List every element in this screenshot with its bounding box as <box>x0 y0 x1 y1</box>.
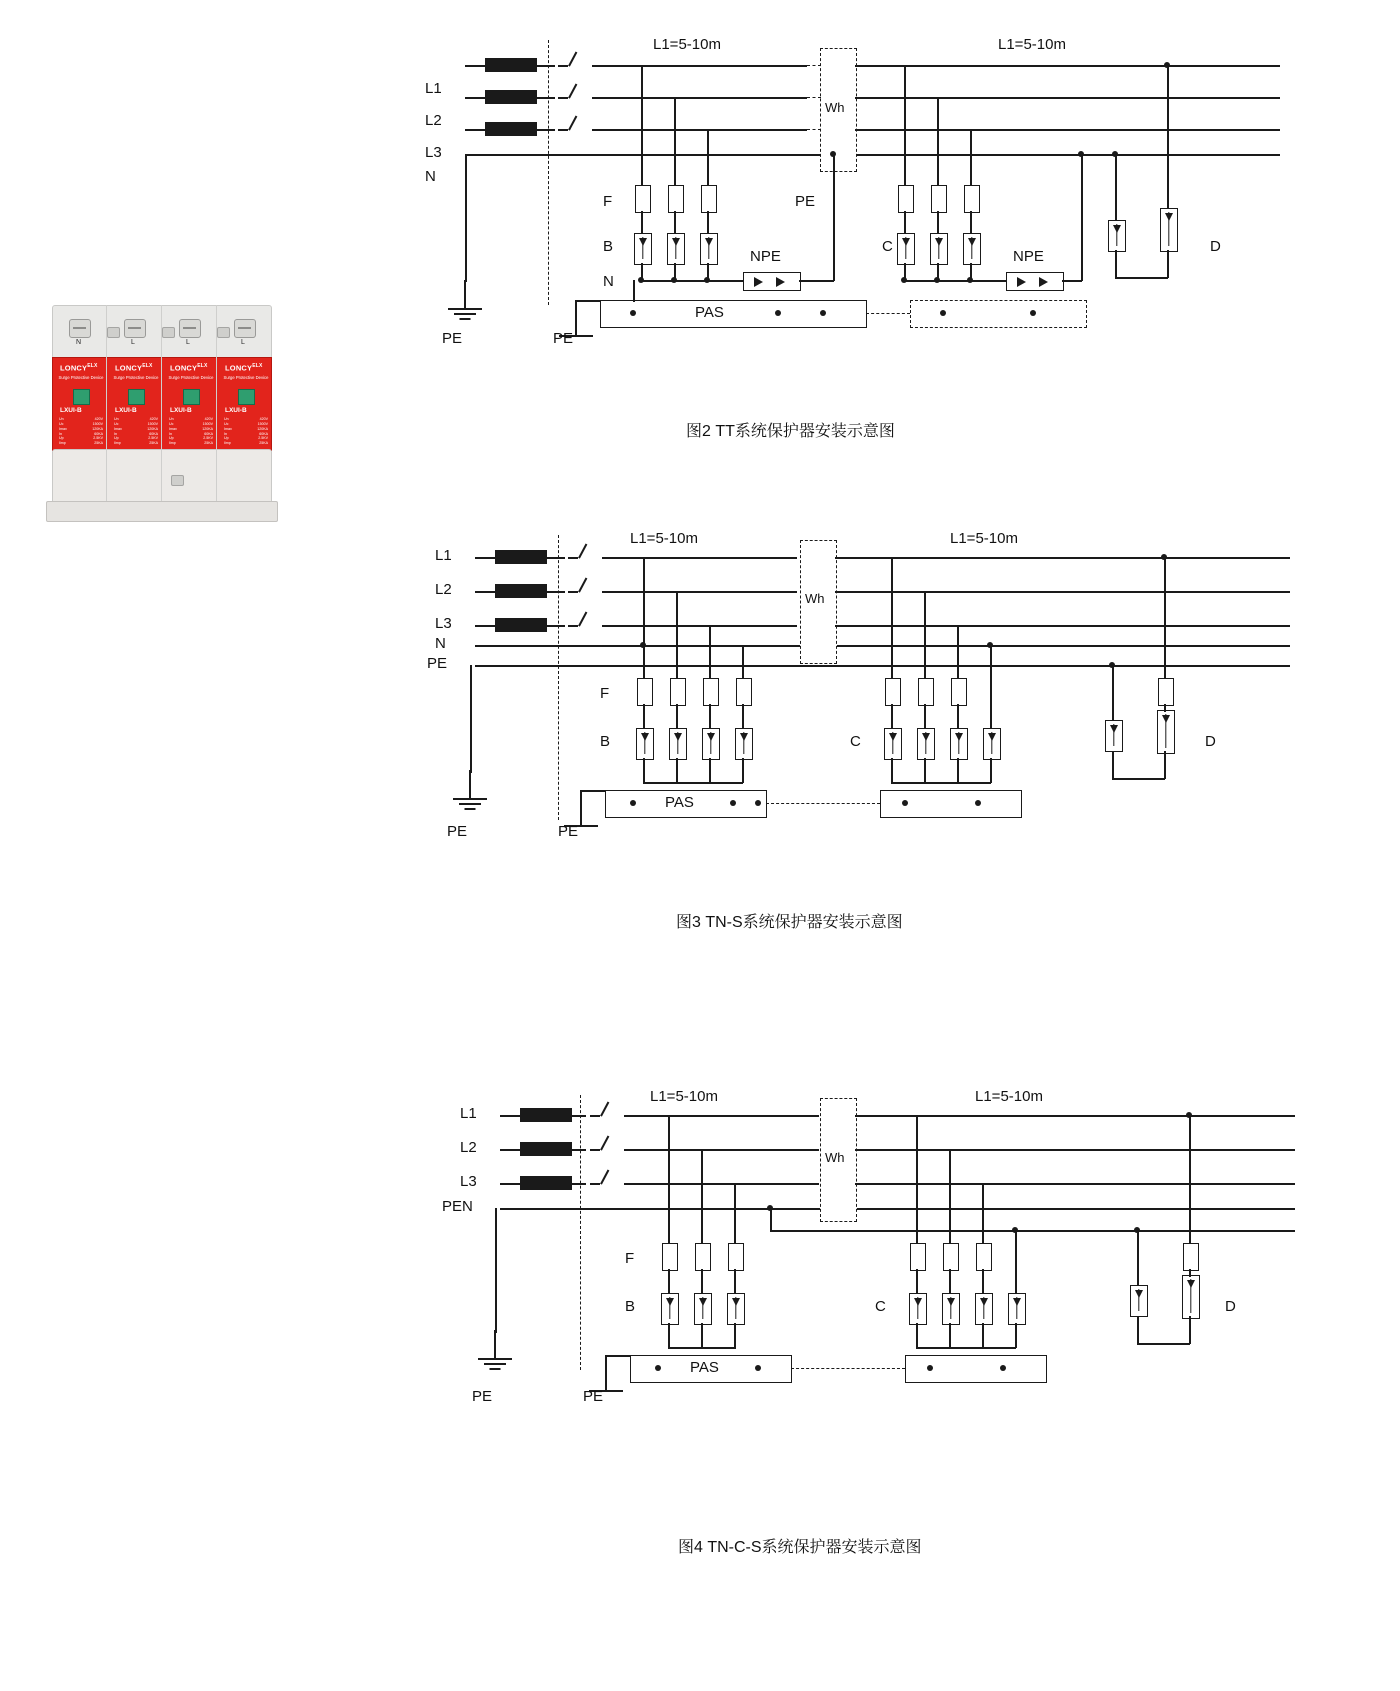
pas-label: PAS <box>690 1359 719 1376</box>
spd-module <box>735 728 753 760</box>
device-subtitle: Surge Protective Device <box>113 375 159 380</box>
spd-module <box>727 1293 745 1325</box>
pas-label: PAS <box>665 794 694 811</box>
mounting-hole <box>171 475 184 486</box>
model-text: LXUI-B <box>170 407 192 414</box>
figure-caption-tt: 图2 TT系统保护器安装示意图 <box>686 423 895 440</box>
figure-caption-tncs: 图4 TN-C-S系统保护器安装示意图 <box>678 1539 922 1556</box>
fuse <box>736 678 752 706</box>
mounting-hole <box>107 327 120 338</box>
spd-module <box>884 728 902 760</box>
spd-module <box>963 233 981 265</box>
brand-logo: $LONCY^{ELX}$ <box>225 363 263 373</box>
npe-spark-gap <box>743 272 801 291</box>
fuse <box>662 1243 678 1271</box>
figure-tt-diagram <box>420 30 1280 370</box>
fuse <box>931 185 947 213</box>
fuse <box>703 678 719 706</box>
model-text: LXUI-B <box>115 407 137 414</box>
span-label-left: L1=5-10m <box>653 36 721 53</box>
source-block <box>495 584 547 598</box>
figure-tns-diagram <box>427 530 1290 875</box>
spd-module <box>1160 208 1178 252</box>
source-block <box>495 550 547 564</box>
fuse <box>964 185 980 213</box>
spd-module <box>975 1293 993 1325</box>
spd-module <box>661 1293 679 1325</box>
terminal-label-l: L <box>186 339 190 346</box>
ground-symbol <box>445 280 485 310</box>
fuse <box>728 1243 744 1271</box>
spd-module <box>702 728 720 760</box>
phase-label-l3: L3 <box>460 1173 477 1190</box>
source-block <box>520 1176 572 1190</box>
device-subtitle: Surge Protective Device <box>58 375 104 380</box>
fuse <box>1183 1243 1199 1271</box>
npe-label: NPE <box>750 248 781 265</box>
span-label-left: L1=5-10m <box>630 530 698 547</box>
spd-module <box>669 728 687 760</box>
spec-table: Un 420V Uc 1500V Imax 120KA In 60KA Up 2.5KV Iimp 25KA <box>114 417 158 446</box>
terminal-screw <box>124 319 146 338</box>
terminal-label-l: L <box>131 339 135 346</box>
spd-device <box>46 305 276 520</box>
spd-module <box>694 1293 712 1325</box>
spd-module <box>667 233 685 265</box>
product-photo <box>46 305 276 520</box>
terminal-screw <box>69 319 91 338</box>
ground-label-pe: PE <box>447 823 468 840</box>
panel-boundary-dashed <box>580 1095 581 1370</box>
fuse <box>701 185 717 213</box>
phase-label-l2: L2 <box>435 581 452 598</box>
phase-label-n: N <box>435 635 446 652</box>
stage-label-d: D <box>1205 733 1216 750</box>
ground-label-pe: PE <box>583 1388 604 1405</box>
equipotential-bar <box>600 300 867 328</box>
source-block <box>485 90 537 104</box>
stage-label-f: F <box>603 193 613 210</box>
phase-label-l1: L1 <box>435 547 452 564</box>
spd-module <box>1008 1293 1026 1325</box>
stage-label-f: F <box>625 1250 635 1267</box>
fuse <box>951 678 967 706</box>
npe-spark-gap <box>1006 272 1064 291</box>
terminal-label-n: N <box>76 339 82 346</box>
pe-label: PE <box>795 193 816 210</box>
spd-module <box>1105 720 1123 752</box>
fuse <box>635 185 651 213</box>
span-label-left: L1=5-10m <box>650 1088 718 1105</box>
source-block <box>520 1142 572 1156</box>
phase-label-l1: L1 <box>460 1105 477 1122</box>
fuse <box>918 678 934 706</box>
ground-label-pe: PE <box>442 330 463 347</box>
spd-module <box>700 233 718 265</box>
ground-label-pe: PE <box>472 1388 493 1405</box>
spd-module <box>1157 710 1175 754</box>
spd-module <box>917 728 935 760</box>
spd-module <box>897 233 915 265</box>
ground-label-pe: PE <box>553 330 574 347</box>
figure-tncs-diagram <box>442 1088 1310 1430</box>
device-subtitle: Surge Protective Device <box>168 375 214 380</box>
terminal-screw <box>179 319 201 338</box>
fuse <box>910 1243 926 1271</box>
pas-label: PAS <box>695 304 724 321</box>
spec-table: Un 420V Uc 1500V Imax 120KA In 60KA Up 2.5KV Iimp 25KA <box>169 417 213 446</box>
spd-module <box>1182 1275 1200 1319</box>
spd-module <box>636 728 654 760</box>
spd-module <box>942 1293 960 1325</box>
model-text: LXUI-B <box>60 407 82 414</box>
spd-module <box>983 728 1001 760</box>
fuse <box>885 678 901 706</box>
phase-label-pen: PEN <box>442 1198 473 1215</box>
equipotential-bar <box>910 300 1087 328</box>
phase-label-l1: L1 <box>425 80 442 97</box>
stage-label-d: D <box>1225 1298 1236 1315</box>
stage-label-b: B <box>603 238 614 255</box>
phase-label-l3: L3 <box>425 144 442 161</box>
stage-label-d: D <box>1210 238 1221 255</box>
fuse <box>668 185 684 213</box>
mounting-hole <box>162 327 175 338</box>
span-label-right: L1=5-10m <box>998 36 1066 53</box>
status-window <box>238 389 255 405</box>
stage-label-b: B <box>625 1298 636 1315</box>
fuse <box>898 185 914 213</box>
span-label-right: L1=5-10m <box>950 530 1018 547</box>
fuse <box>670 678 686 706</box>
figure-caption-tns: 图3 TN-S系统保护器安装示意图 <box>676 914 903 931</box>
source-block <box>520 1108 572 1122</box>
stage-label-n: N <box>603 273 614 290</box>
phase-label-l2: L2 <box>460 1139 477 1156</box>
status-window <box>73 389 90 405</box>
span-label-right: L1=5-10m <box>975 1088 1043 1105</box>
terminal-screw <box>234 319 256 338</box>
meter-label: Wh <box>825 100 845 115</box>
brand-logo: $LONCY^{ELX}$ <box>170 363 208 373</box>
stage-label-c: C <box>875 1298 886 1315</box>
device-subtitle: Surge Protective Device <box>223 375 269 380</box>
stage-label-c: C <box>850 733 861 750</box>
ground-label-pe: PE <box>558 823 579 840</box>
phase-label-pe: PE <box>427 655 448 672</box>
phase-label-l2: L2 <box>425 112 442 129</box>
spec-table: Un 420V Uc 1500V Imax 120KA In 60KA Up 2.5KV Iimp 25KA <box>59 417 103 446</box>
npe-label: NPE <box>1013 248 1044 265</box>
fuse <box>1158 678 1174 706</box>
spd-module <box>950 728 968 760</box>
panel-boundary-dashed <box>558 535 559 820</box>
meter-label: Wh <box>825 1150 845 1165</box>
ground-symbol <box>475 1330 515 1360</box>
phase-label-n: N <box>425 168 436 185</box>
fuse <box>637 678 653 706</box>
stage-label-c: C <box>882 238 893 255</box>
stage-label-b: B <box>600 733 611 750</box>
brand-logo: $LONCY^{ELX}$ <box>60 363 98 373</box>
spd-module <box>1130 1285 1148 1317</box>
phase-label-l3: L3 <box>435 615 452 632</box>
fuse <box>695 1243 711 1271</box>
spd-module <box>1108 220 1126 252</box>
ground-symbol <box>450 770 490 800</box>
source-block <box>485 122 537 136</box>
meter-label: Wh <box>805 591 825 606</box>
model-text: LXUI-B <box>225 407 247 414</box>
mounting-hole <box>217 327 230 338</box>
spd-module <box>634 233 652 265</box>
spec-table: Un 420V Uc 1500V Imax 120KA In 60KA Up 2.5KV Iimp 25KA <box>224 417 268 446</box>
panel-boundary-dashed <box>548 40 549 305</box>
source-block <box>495 618 547 632</box>
fuse <box>943 1243 959 1271</box>
status-window <box>128 389 145 405</box>
spd-module <box>909 1293 927 1325</box>
din-rail-base <box>46 501 278 522</box>
source-block <box>485 58 537 72</box>
terminal-label-l: L <box>241 339 245 346</box>
stage-label-f: F <box>600 685 610 702</box>
fuse <box>976 1243 992 1271</box>
spd-module <box>930 233 948 265</box>
status-window <box>183 389 200 405</box>
brand-logo: $LONCY^{ELX}$ <box>115 363 153 373</box>
